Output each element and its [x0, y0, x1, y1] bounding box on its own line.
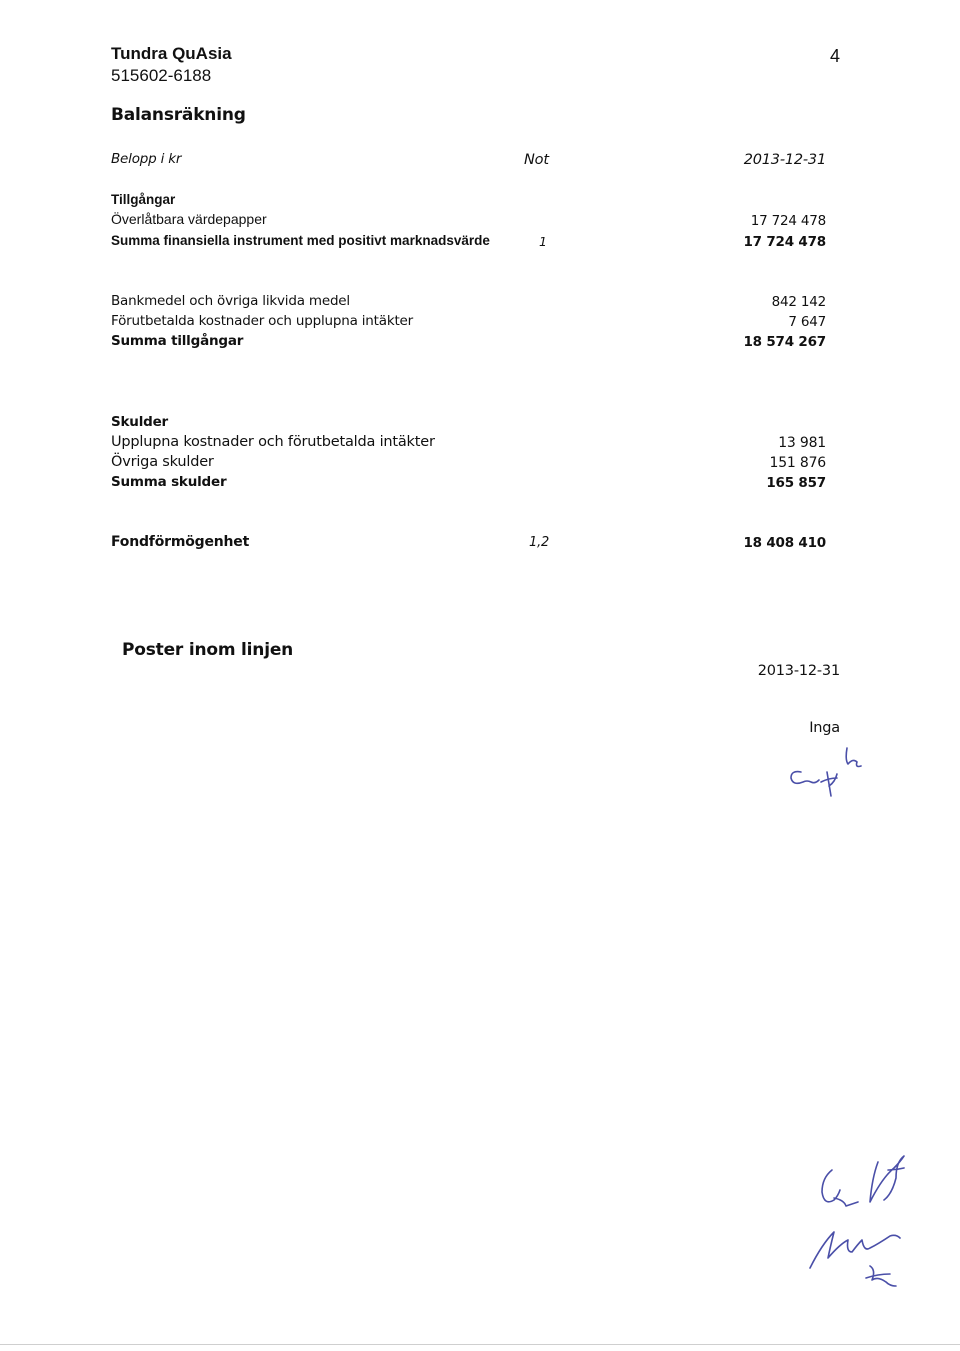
fund-capital-value: 18 408 410 [743, 535, 826, 551]
date-column-label: 2013-12-31 [743, 152, 826, 168]
assets-row-label: Summa finansiella instrument med positivt marknadsvärde [111, 233, 490, 248]
note-column-label: Not [524, 152, 549, 168]
handwritten-initials-top [785, 742, 865, 802]
assets-row-note: 1 [539, 234, 547, 249]
amount-unit-label: Belopp i kr [111, 151, 182, 167]
liabilities-row-label: Upplupna kostnader och förutbetalda intäkter [111, 434, 435, 450]
assets-row-label: Bankmedel och övriga likvida medel [111, 293, 350, 309]
off-balance-value: Inga [809, 720, 840, 736]
assets-row-label: Förutbetalda kostnader och upplupna intäkter [111, 313, 413, 329]
handwritten-signatures-bottom [800, 1148, 930, 1308]
fund-capital-label: Fondförmögenhet [111, 534, 250, 550]
assets-heading: Tillgångar [111, 192, 176, 207]
assets-row-value: 7 647 [788, 314, 826, 330]
assets-total-label: Summa tillgångar [111, 333, 244, 349]
assets-row-label: Överlåtbara värdepapper [111, 211, 267, 227]
company-name: Tundra QuAsia [111, 44, 232, 63]
off-balance-heading: Poster inom linjen [122, 640, 294, 660]
org-number: 515602-6188 [111, 66, 212, 85]
assets-total-value: 18 574 267 [743, 334, 826, 350]
assets-row-value: 17 724 478 [750, 213, 826, 229]
liabilities-total-value: 165 857 [766, 475, 826, 491]
liabilities-total-label: Summa skulder [111, 474, 227, 490]
liabilities-row-label: Övriga skulder [111, 454, 214, 470]
page-bottom-rule [0, 1344, 960, 1345]
liabilities-heading: Skulder [111, 414, 169, 430]
page-number: 4 [830, 46, 841, 66]
assets-row-value: 842 142 [771, 294, 826, 310]
off-balance-date: 2013-12-31 [757, 663, 840, 679]
liabilities-row-value: 13 981 [778, 435, 826, 451]
assets-row-value: 17 724 478 [743, 234, 826, 250]
liabilities-row-value: 151 876 [769, 455, 826, 471]
page-title: Balansräkning [111, 105, 246, 125]
fund-capital-note: 1,2 [529, 535, 550, 550]
